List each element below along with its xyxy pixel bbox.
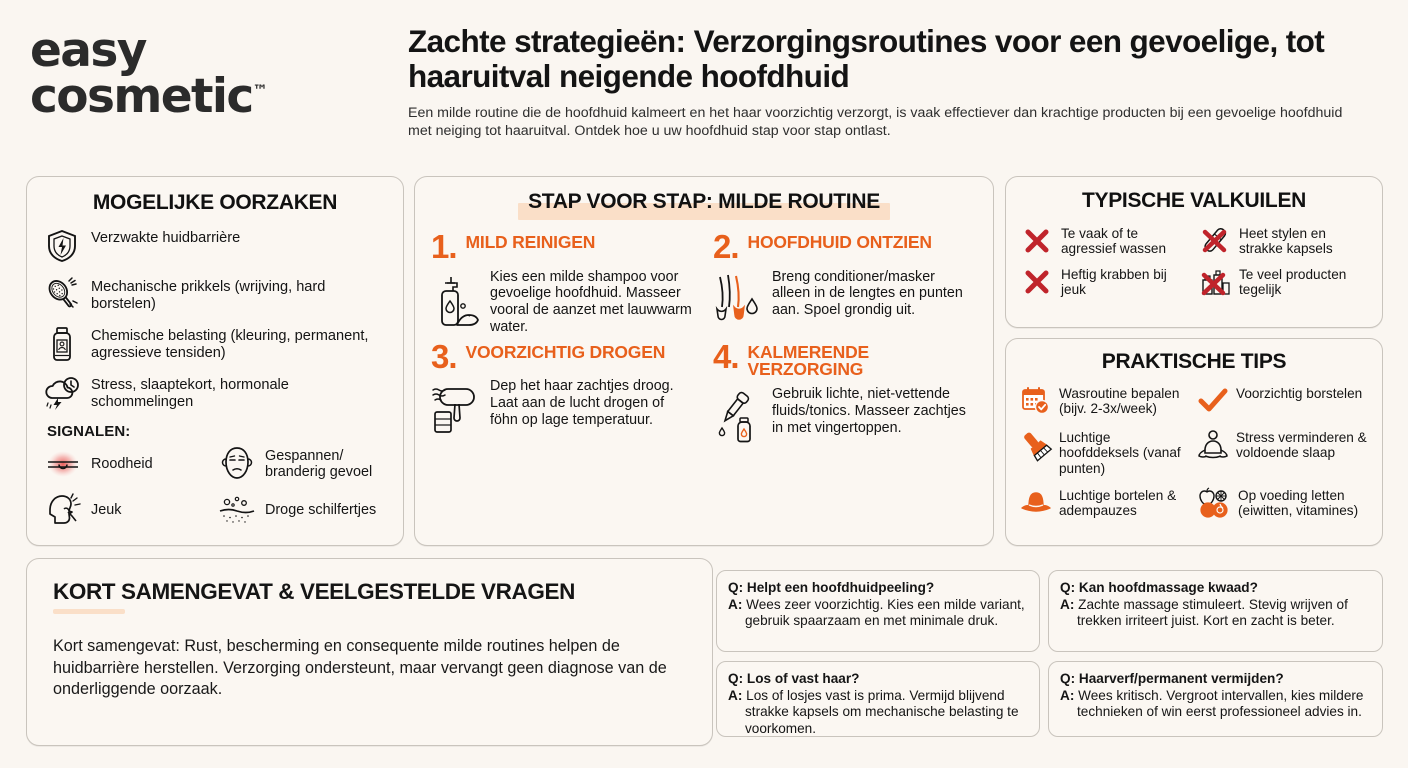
faq-answer [728,597,1028,629]
pitfall-item [1020,225,1190,257]
step-description: Breng conditioner/masker alleen in de lengtes en punten aan. Spoel grondig uit. [772,268,963,319]
pitfall-item [1198,266,1368,298]
routine-steps [431,228,977,448]
faq-answer-text: Los of losjes vast is prima. Vermijd blijvend strakke kapsels om mechanische belasting te voorkomen. [745,688,1019,736]
hairdryer-towel-icon [431,378,481,440]
logo-line-cosmetic [30,69,268,125]
summary-underline [53,609,125,614]
step-body [713,386,977,448]
faq-q-prefix: Q: [728,671,744,686]
signals-title: SIGNALEN: [47,423,131,440]
pitfall-label: Te vaak of te agressief wassen [1061,226,1167,257]
faq-question [1060,580,1371,596]
causes-title: MOGELIJKE OORZAKEN [92,191,338,214]
tip-label: Stress verminderen & voldoende slaap [1236,430,1367,461]
page-subtitle: Een milde routine die de hoofdhuid kalmeert en het haar voorzichtig verzorgt, is vaak effectiever dan krachtige producten bij een gevoelige hoofdhuid met neiging tot haaruitval. Ontdek hoe u uw hoofdhuid stap voor stap ontlast. [408,105,1343,140]
calendar-check-icon [1020,384,1052,418]
shampoo-pump-hand-icon [431,269,481,331]
signal-item [217,490,387,530]
itch-head-icon [43,490,83,530]
signal-item [43,444,213,484]
hair-follicle-drop-icon [713,269,763,331]
faq-answer-text: Wees zeer voorzichtig. Kies een milde variant, gebruik spaarzaam en met minimale druk. [745,597,1025,629]
step-number: 3. [431,337,457,375]
header-text-block [408,18,1378,141]
tip-label: Luchtige hoofddeksels (vanaf punten) [1059,430,1181,476]
tips-card [1005,338,1383,546]
faq-question [728,580,1028,596]
step-description: Kies een milde shampoo voor gevoelige hoofdhuid. Masseer vooral de aanzet met lauwwarm water. [490,268,692,335]
cause-item [43,325,387,363]
signal-label: Droge schilfertjes [265,501,377,518]
faq-q-prefix: Q: [1060,671,1076,686]
tip-label: Wasroutine bepalen (bijv. 2-3x/week) [1059,386,1180,417]
redness-icon [43,444,83,484]
step-heading [431,337,695,375]
tip-item [1020,428,1191,476]
tip-item [1197,486,1368,520]
pitfalls-grid [1020,225,1368,298]
faq-q-prefix: Q: [728,580,744,595]
tip-item [1197,428,1368,476]
checkmark-icon [1197,384,1229,418]
summary-title: KORT SAMENGEVAT & VEELGESTELDE VRAGEN [53,579,575,604]
faq-answer [728,688,1028,737]
faq-question [728,671,1028,687]
page-header [0,0,1408,141]
routine-step [431,337,695,449]
brush-icon [1020,428,1052,462]
cause-item [43,276,387,314]
faq-answer-text: Wees kritisch. Vergroot intervallen, kies mildere technieken of win eerst professioneel advies in. [1077,688,1364,720]
faq-answer-text: Zachte massage stimuleert. Stevig wrijven of trekken irriteert juist. Kort en zacht is beter. [1077,597,1348,629]
step-body [431,269,695,336]
brand-logo [30,18,390,141]
faq-item [716,661,1040,737]
step-body [713,269,977,331]
pitfall-item [1198,225,1368,257]
tip-item [1197,384,1368,418]
cause-label: Mechanische prikkels (wrijving, hard borstelen) [91,279,326,312]
faq-item [1048,570,1383,652]
storm-cloud-clock-icon [43,374,81,412]
pitfalls-card [1005,176,1383,328]
step-description: Dep het haar zachtjes droog. Laat aan de lucht drogen of föhn op lage temperatuur. [490,378,674,428]
step-description: Gebruik lichte, niet-vettende fluids/tonics. Masseer zachtjes in met vingertoppen. [772,386,966,436]
step-number: 4. [713,337,739,375]
step-number: 1. [431,228,457,265]
signal-item [43,490,213,530]
summary-card [26,558,713,746]
pitfall-label: Heftig krabben bij jeuk [1061,267,1167,298]
cause-item [43,227,387,265]
faq-answer [1060,688,1371,720]
red-x-icon [1020,225,1053,257]
causes-list [43,227,387,412]
trademark-icon: ™ [252,81,268,100]
tips-grid [1020,384,1368,520]
products-x-icon [1198,266,1231,298]
step-name: VOORZICHTIG DROGEN [465,341,666,362]
faq-question-text: Los of vast haar? [746,671,860,686]
faq-a-prefix: A: [728,597,743,613]
faq-a-prefix: A: [1060,688,1075,704]
chemical-bottle-icon [43,325,81,363]
routine-title [528,190,880,214]
pitfall-label: Te veel producten tegelijk [1239,267,1347,298]
step-number: 2. [713,228,739,265]
step-heading [713,228,977,265]
step-name: KALMERENDE VERZORGING [747,341,870,380]
faq-a-prefix: A: [1060,597,1075,613]
signals-grid [43,444,387,530]
signal-item [217,444,387,484]
tips-title: PRAKTISCHE TIPS [1101,350,1287,373]
signal-label: Gespannen/ branderig gevoel [265,447,373,480]
cause-label: Chemische belasting (kleuring, permanent, agressieve tensiden) [91,328,369,361]
cause-label: Verzwakte huidbarrière [91,230,241,246]
step-heading [431,228,695,265]
tip-label: Luchtige bortelen & adempauzes [1059,488,1177,519]
pitfalls-title: TYPISCHE VALKUILEN [1081,189,1307,212]
faq-question-text: Kan hoofdmassage kwaad? [1078,580,1258,595]
logo-line-easy: easy [30,23,146,78]
dropper-tonic-icon [713,386,763,448]
routine-step [431,228,695,336]
faq-item [1048,661,1383,737]
routine-title-text: STAP VOOR STAP: MILDE ROUTINE [528,190,880,213]
meditation-icon [1197,428,1229,462]
step-name: MILD REINIGEN [465,232,596,252]
step-body [431,378,695,440]
cause-label: Stress, slaaptekort, hormonale schommelingen [91,377,289,410]
faq-item [716,570,1040,652]
routine-step [713,337,977,449]
red-x-icon [1020,266,1053,298]
tip-label: Voorzichtig borstelen [1236,386,1363,401]
pitfall-item [1020,266,1190,298]
page-title: Zachte strategieën: Verzorgingsroutines voor een gevoelige, tot haaruitval neigende hoofdhuid [408,23,1325,94]
flat-iron-x-icon [1198,225,1231,257]
faq-question-text: Helpt een hoofdhuidpeeling? [746,580,935,595]
fruits-icon [1197,486,1231,520]
logo-cosmetic-text: cosmetic [30,69,253,125]
faq-question [1060,671,1371,687]
step-heading [713,337,977,380]
routine-card [414,176,994,546]
faq-q-prefix: Q: [1060,580,1076,595]
shield-crack-icon [43,227,81,265]
dry-flakes-icon [217,490,257,530]
faq-a-prefix: A: [728,688,743,704]
hairbrush-icon [43,276,81,314]
signal-label: Jeuk [91,501,122,518]
sun-hat-icon [1020,486,1052,520]
tip-item [1020,384,1191,418]
faq-answer [1060,597,1371,629]
tip-item [1020,486,1191,520]
routine-step [713,228,977,336]
signal-label: Roodheid [91,455,153,472]
tense-face-icon [217,444,257,484]
faq-question-text: Haarverf/permanent vermijden? [1078,671,1284,686]
pitfall-label: Heet stylen en strakke kapsels [1239,226,1333,257]
causes-card [26,176,404,546]
cause-item [43,374,387,412]
tip-label: Op voeding letten (eiwitten, vitamines) [1238,488,1359,519]
summary-body: Kort samengevat: Rust, bescherming en consequente milde routines helpen de huidbarrière herstellen. Verzorging ondersteunt, maar vervangt geen diagnose van de onderliggende oorzaak. [53,637,667,699]
step-name: HOOFDHUID ONTZIEN [747,232,932,252]
